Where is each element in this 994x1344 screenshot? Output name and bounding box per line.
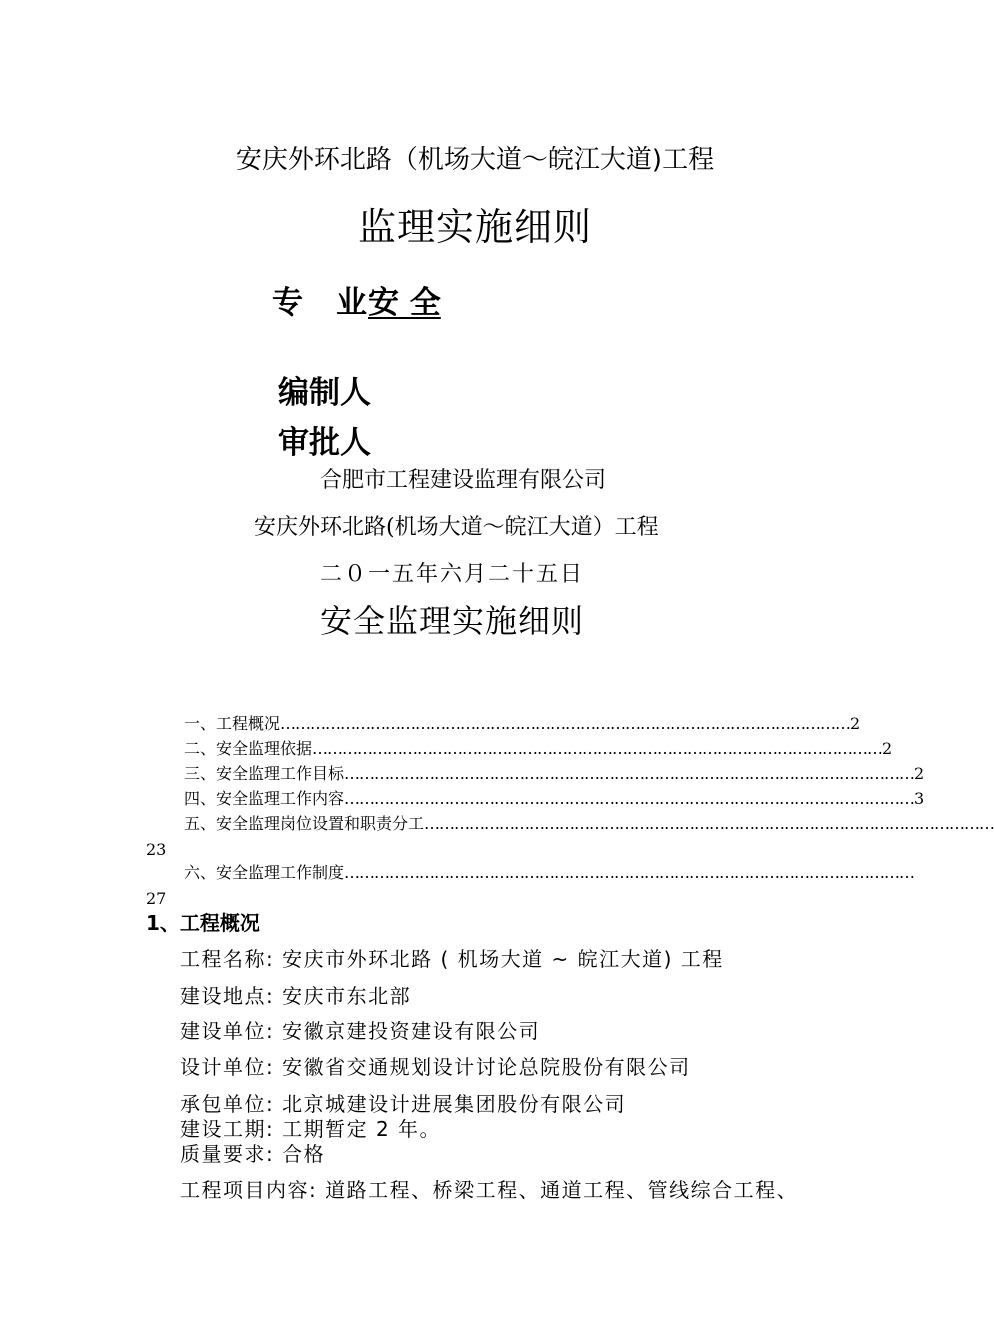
toc-item[interactable] <box>184 861 915 885</box>
document-date: 二０一五年六月二十五日 <box>320 562 585 587</box>
toc-leader-dots: …………………………………………………………………………………………………… <box>280 714 851 733</box>
specialty-label: 专 业 <box>272 285 368 321</box>
toc-item-page-wrapped: 23 <box>146 840 167 859</box>
compiler-label: 编制人 <box>278 375 371 411</box>
toc-item-page: 2 <box>882 739 893 758</box>
info-line: 工程项目内容: 道路工程、桥梁工程、通道工程、管线综合工程、 <box>180 1178 799 1202</box>
toc-leader-dots: …………………………………………………………………………………………………… <box>344 789 915 808</box>
info-line: 工程名称: 安庆市外环北路 ( 机场大道 ~ 皖江大道) 工程 <box>180 947 724 971</box>
toc-item[interactable] <box>184 762 925 786</box>
toc-item-title: 二、安全监理依据 <box>184 739 313 758</box>
toc-item-title: 四、安全监理工作内容 <box>184 789 345 808</box>
info-line: 建设工期: 工期暂定 2 年。 <box>180 1117 442 1141</box>
safety-title: 安全监理实施细则 <box>320 602 585 640</box>
project-name: 安庆外环北路(机场大道～皖江大道）工程 <box>254 515 659 540</box>
info-line: 设计单位: 安徽省交通规划设计讨论总院股份有限公司 <box>180 1055 691 1079</box>
toc-leader-dots: …………………………………………………………………………………………………… <box>344 764 915 783</box>
toc-item[interactable] <box>184 737 893 761</box>
toc-leader-dots: …………………………………………………………………………………………………… <box>424 814 994 833</box>
document-title: 监理实施细则 <box>357 205 592 249</box>
toc-leader-dots: …………………………………………………………………………………………………… <box>344 863 915 882</box>
toc-item-title: 六、安全监理工作制度 <box>184 863 345 882</box>
info-line: 建设地点: 安庆市东北部 <box>180 984 412 1008</box>
toc-item-page: 2 <box>914 764 925 783</box>
info-line: 承包单位: 北京城建设计进展集团股份有限公司 <box>180 1092 627 1116</box>
specialty-value: 安 全 <box>368 285 441 321</box>
section-heading: 1、工程概况 <box>146 911 260 935</box>
specialty-line <box>272 283 441 323</box>
toc-item-title: 一、工程概况 <box>184 714 281 733</box>
company-name: 合肥市工程建设监理有限公司 <box>320 468 607 493</box>
approver-label: 审批人 <box>278 425 371 461</box>
toc-item-page-wrapped: 27 <box>146 889 167 908</box>
toc-leader-dots: …………………………………………………………………………………………………… <box>312 739 883 758</box>
toc-item-page: 3 <box>914 789 925 808</box>
toc-item-title: 五、安全监理岗位设置和职责分工 <box>184 814 425 833</box>
toc-item[interactable] <box>184 812 994 836</box>
info-line: 建设单位: 安徽京建投资建设有限公司 <box>180 1019 541 1043</box>
toc-item[interactable] <box>184 787 925 811</box>
toc-item-title: 三、安全监理工作目标 <box>184 764 345 783</box>
project-title: 安庆外环北路（机场大道～皖江大道)工程 <box>235 145 715 175</box>
info-line: 质量要求: 合格 <box>180 1142 326 1166</box>
toc-item[interactable] <box>184 712 861 736</box>
toc-item-page: 2 <box>850 714 861 733</box>
